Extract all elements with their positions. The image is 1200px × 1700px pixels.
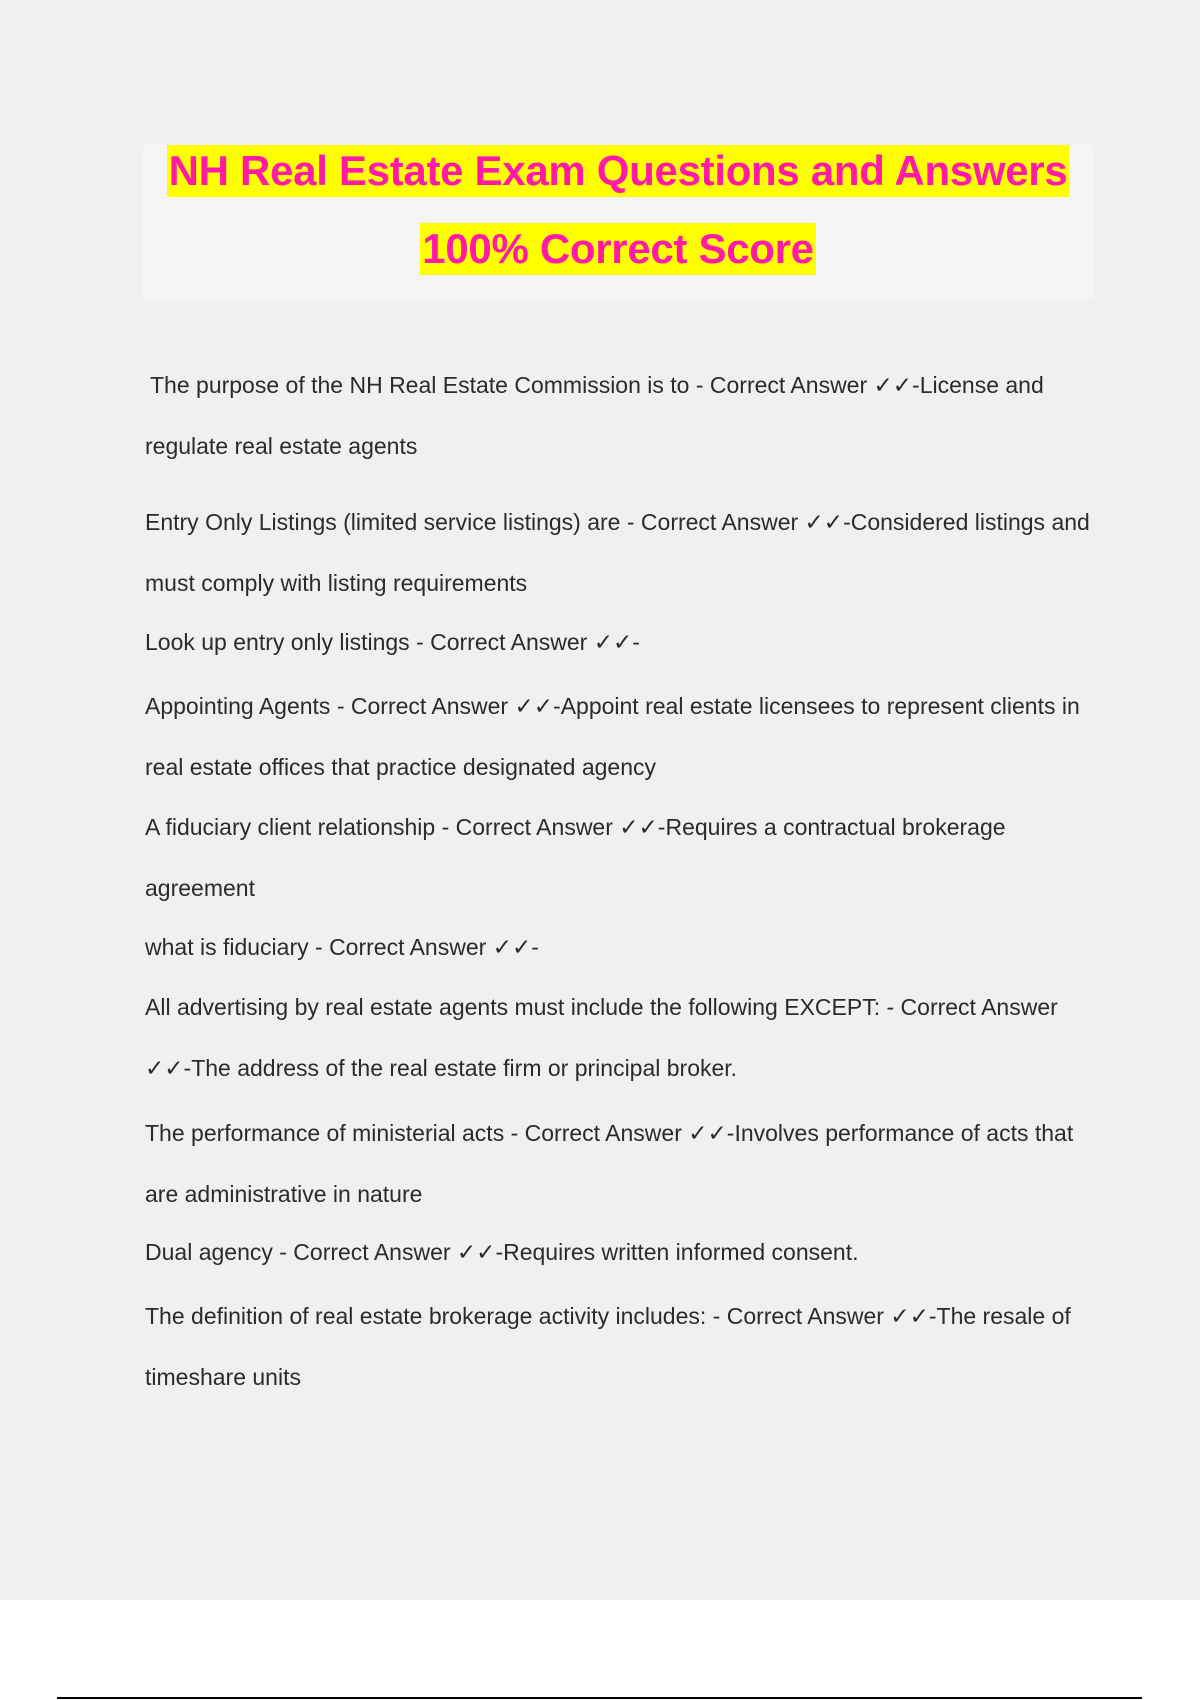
qa-item-5 — [145, 797, 1090, 919]
answer-separator: - Correct Answer ✓✓- — [706, 1303, 937, 1329]
answer-text: The resale of timeshare units — [145, 1303, 1071, 1390]
answer-text: License and regulate real estate agents — [145, 372, 1044, 459]
question-text: The purpose of the NH Real Estate Commission is to — [150, 372, 690, 398]
question-text: Look up entry only listings — [145, 629, 410, 655]
answer-text: Requires a contractual brokerage agreement — [145, 814, 1006, 901]
question-text: All advertising by real estate agents must include the following EXCEPT: — [145, 994, 881, 1020]
answer-separator: - Correct Answer ✓✓- — [272, 1239, 504, 1265]
qa-item-10 — [145, 1286, 1090, 1408]
question-text: Dual agency — [145, 1239, 273, 1265]
qa-item-7 — [145, 977, 1090, 1099]
question-text: The definition of real estate brokerage activity includes: — [145, 1303, 707, 1329]
qa-item-6 — [145, 917, 1090, 978]
qa-item-4 — [145, 676, 1090, 798]
answer-separator: - Correct Answer ✓✓- — [689, 372, 920, 398]
answer-separator: - Correct Answer ✓✓- — [308, 934, 539, 960]
qa-item-3 — [145, 612, 1090, 673]
question-text: Appointing Agents — [145, 693, 331, 719]
answer-text: Considered listings and must comply with listing requirements — [145, 509, 1090, 596]
answer-text: Appoint real estate licensees to represent clients in real estate offices that practice designated agency — [145, 693, 1080, 780]
question-text: what is fiduciary — [145, 934, 309, 960]
title-block — [143, 145, 1093, 299]
qa-item-9 — [145, 1222, 1090, 1283]
qa-item-2 — [145, 492, 1090, 614]
answer-separator: - Correct Answer ✓✓- — [504, 1120, 735, 1146]
question-text: The performance of ministerial acts — [145, 1120, 505, 1146]
qa-item-8 — [145, 1103, 1090, 1225]
answer-text: The address of the real estate firm or principal broker. — [191, 1055, 738, 1081]
answer-text: Requires written informed consent. — [503, 1239, 859, 1265]
question-text: A fiduciary client relationship — [145, 814, 436, 840]
document-title-line-1: NH Real Estate Exam Questions and Answers — [167, 145, 1070, 197]
answer-separator: - Correct Answer ✓✓- — [409, 629, 640, 655]
answer-text: Involves performance of acts that are administrative in nature — [145, 1120, 1074, 1207]
qa-item-1 — [145, 355, 1090, 477]
answer-separator: - Correct Answer ✓✓- — [435, 814, 666, 840]
answer-separator: - Correct Answer ✓✓- — [145, 994, 1058, 1081]
footer-divider — [57, 1697, 1142, 1699]
answer-separator: - Correct Answer ✓✓- — [330, 693, 561, 719]
answer-separator: - Correct Answer ✓✓- — [620, 509, 851, 535]
question-text: Entry Only Listings (limited service listings) are — [145, 509, 621, 535]
document-title-line-2: 100% Correct Score — [420, 223, 815, 275]
